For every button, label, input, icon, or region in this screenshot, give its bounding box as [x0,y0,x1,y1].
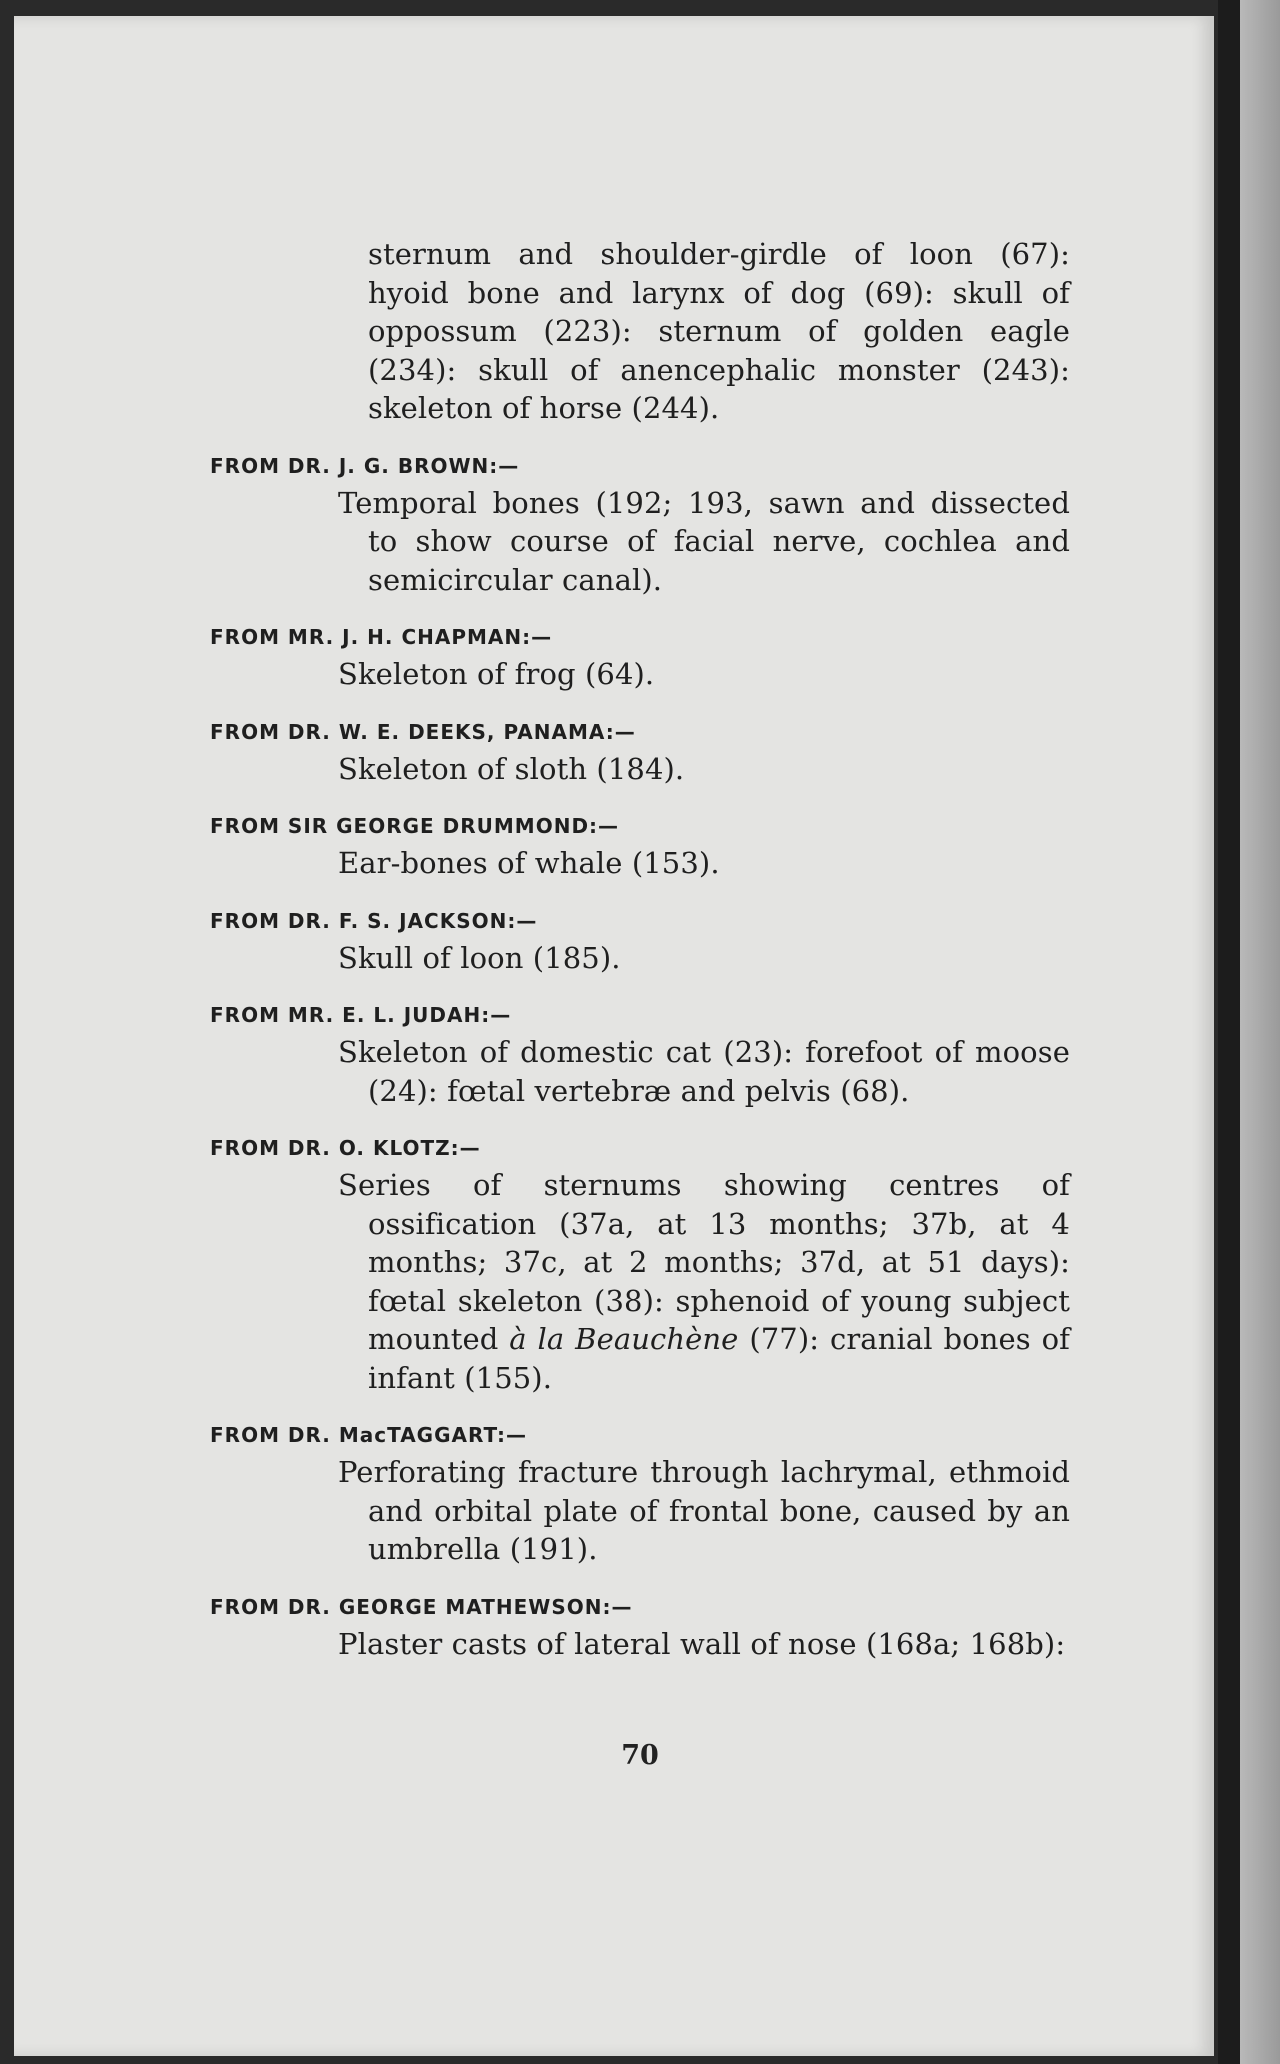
italic-phrase: à la Beauchène [509,1322,739,1356]
donor-heading: FROM DR. MacTAGGART:— [210,1423,528,1447]
donation-text: Skeleton of domestic cat (23): forefoot of moose (24): fœtal vertebræ and pelvis (68). [338,1035,1070,1108]
donor-heading: FROM SIR GEORGE DRUMMOND:— [210,814,620,838]
donor-heading: FROM DR. O. KLOTZ:— [210,1136,481,1160]
donor-heading: FROM DR. J. G. BROWN:— [210,453,520,478]
donation-text [210,1166,1070,1397]
donation-text-part: Series of sternums showing centres of ossification (37a, at 13 months; 37b, at 4 months; 37c, at 2 months; 37d, at 51 days): fœtal skeleton (38): sphenoid of young subject mounted [338,1168,1070,1356]
donation-text: Plaster casts of lateral wall of nose (168a; 168b): [338,1626,1066,1661]
donation-text-part: (77): cranial bones of infant (155). [368,1322,1070,1395]
page-number: 70 [621,1740,659,1771]
donation-text: Temporal bones (192; 193, sawn and dissected to show course of facial nerve, cochlea and semicircular canal). [338,485,1070,597]
donation-text: Ear-bones of whale (153). [338,846,720,880]
donor-heading: FROM MR. J. H. CHAPMAN:— [210,625,553,649]
donation-text: Skeleton of frog (64). [338,657,655,691]
donor-heading: FROM DR. W. E. DEEKS, PANAMA:— [210,719,636,744]
donation-text: Skeleton of sloth (184). [338,751,685,786]
donation-text: Perforating fracture through lachrymal, ethmoid and orbital plate of frontal bone, caused by an umbrella (191). [338,1455,1070,1566]
donation-text: Skull of loon (185). [338,940,621,975]
donor-heading: FROM DR. F. S. JACKSON:— [210,908,538,933]
donor-heading: FROM MR. E. L. JUDAH:— [210,1003,512,1027]
continuation-paragraph: sternum and shoulder-girdle of loon (67): hyoid bone and larynx of dog (69): skull of oppossum (223): sternum of golden eagle (234): skull of anencephalic monster (243): skeleton of horse (244). [368,237,1070,425]
donor-heading: FROM DR. GEORGE MATHEWSON:— [210,1594,633,1619]
page-text [210,235,1070,1663]
